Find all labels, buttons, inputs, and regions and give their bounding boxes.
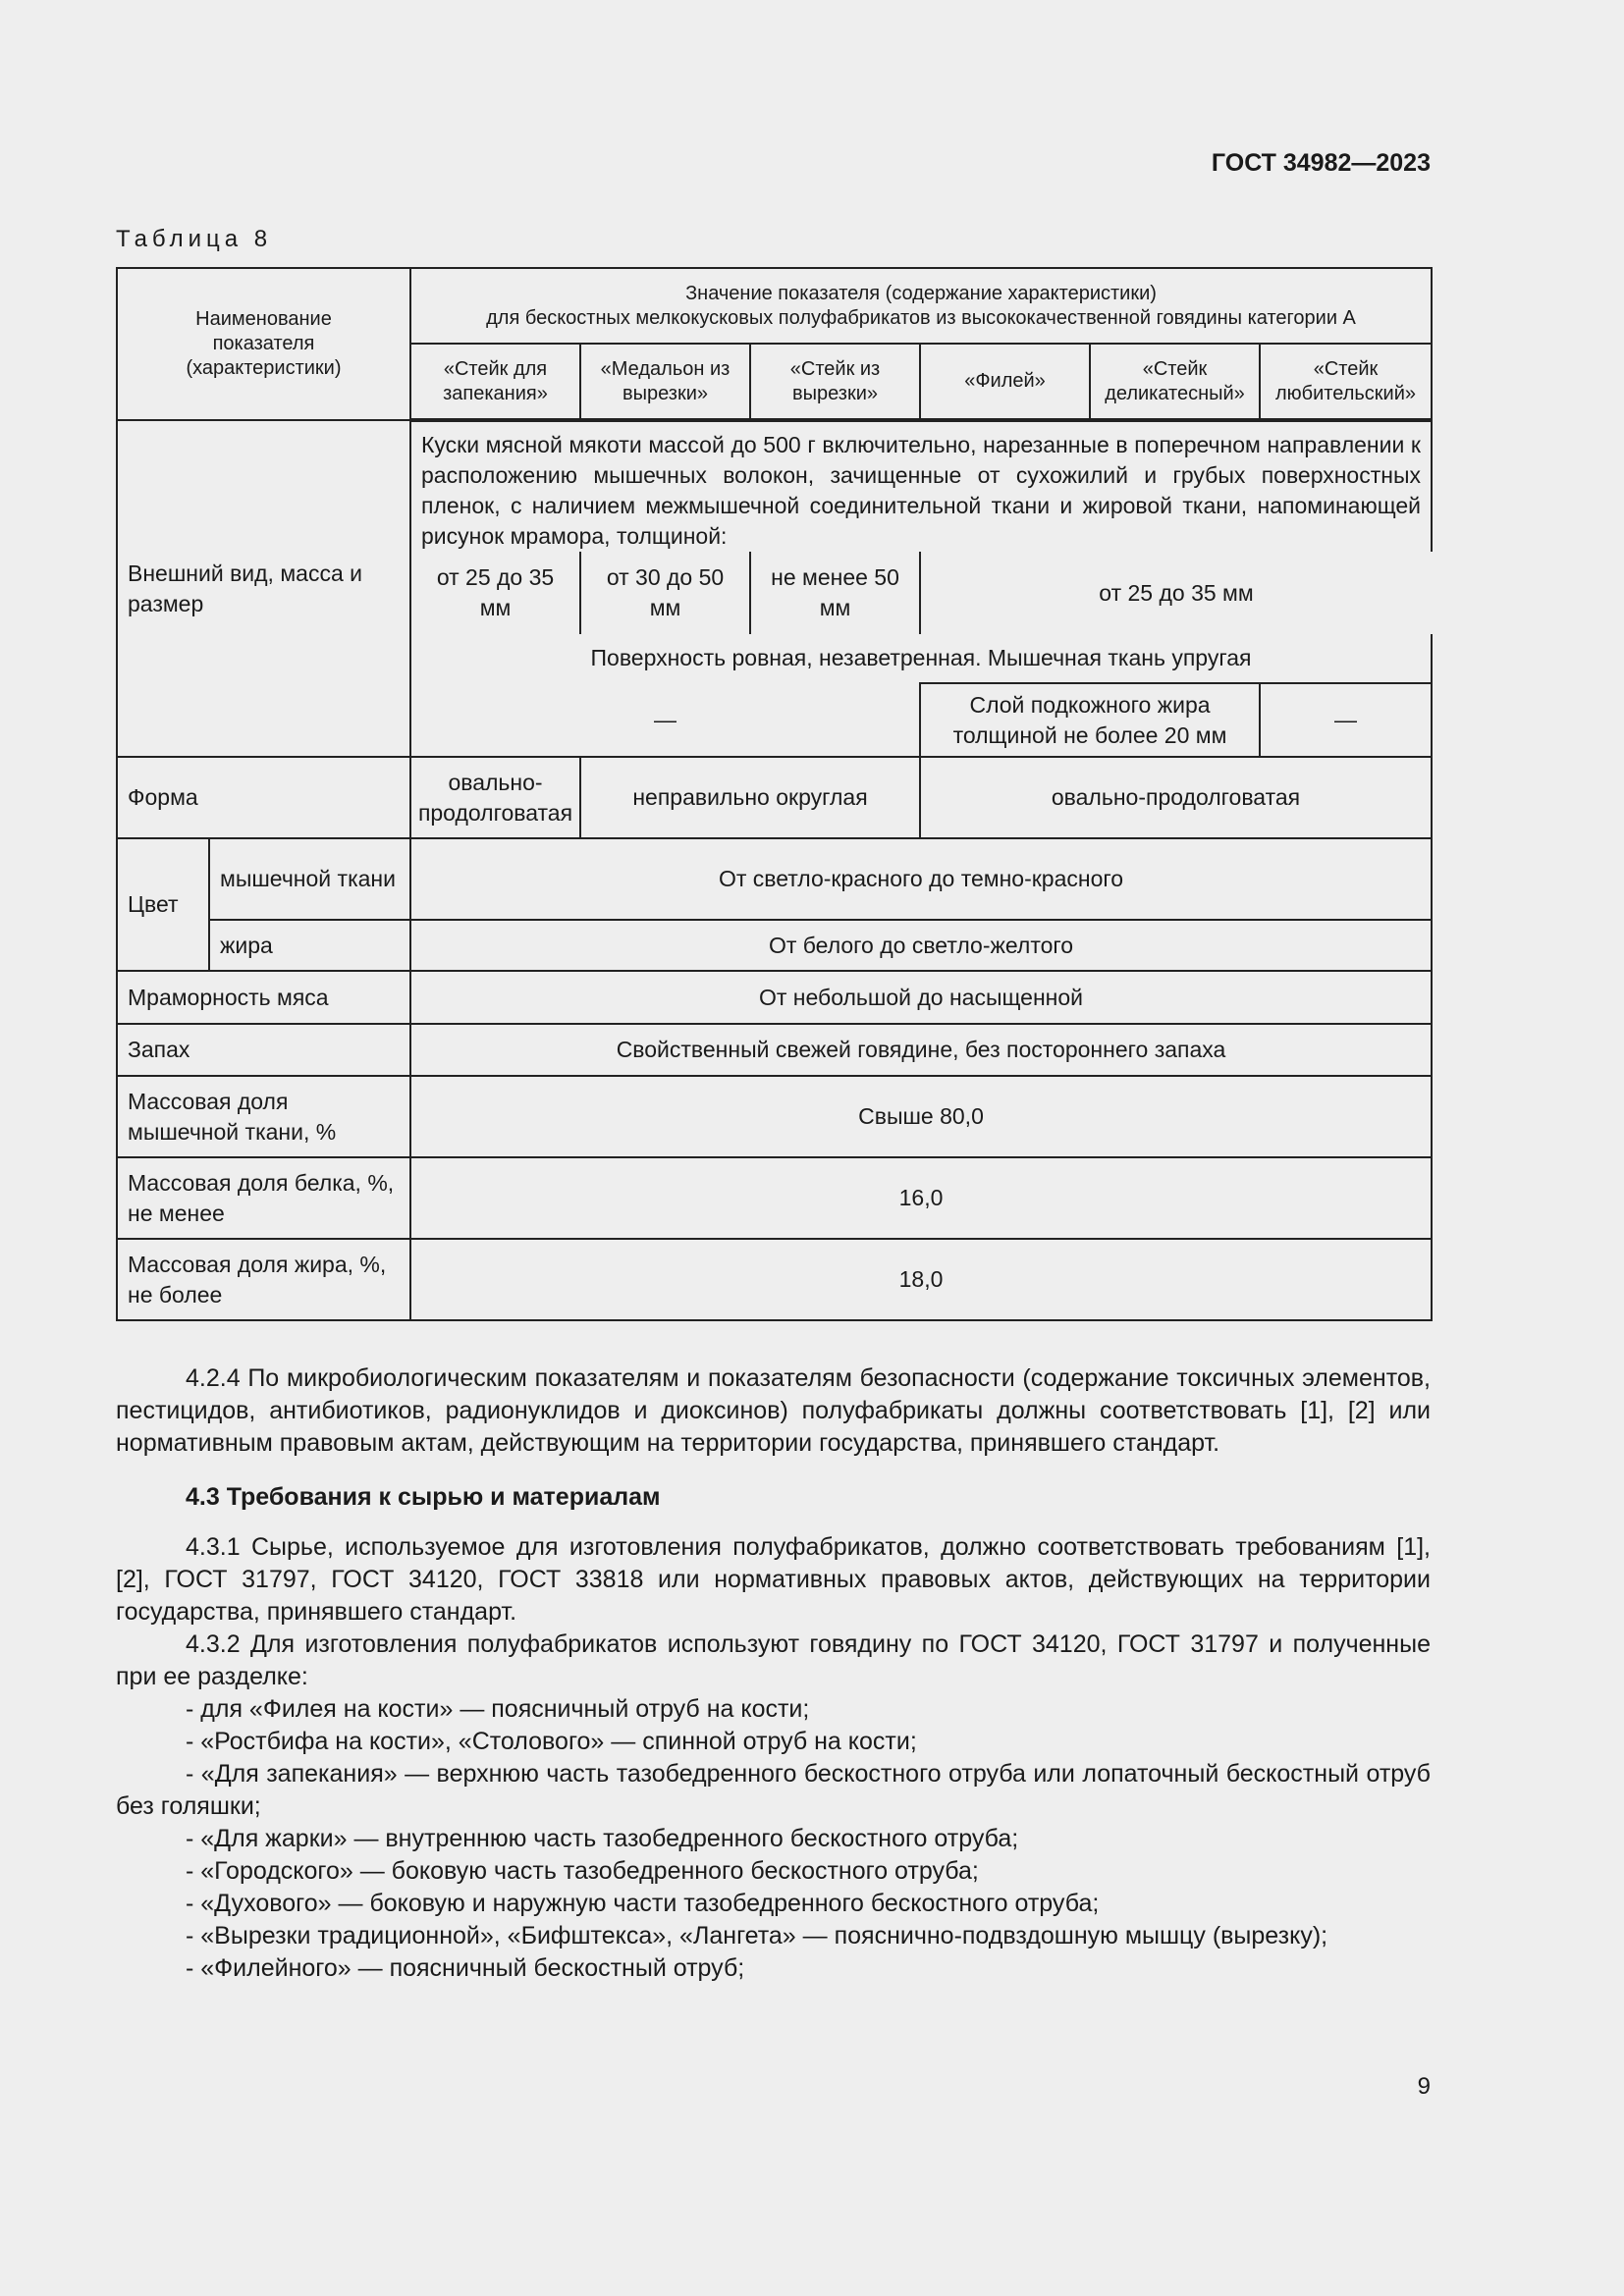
row-label-protein-share: Массовая доля белка, %, не менее (117, 1157, 410, 1239)
color-muscle-label: мышечной ткани (209, 838, 410, 920)
page-number: 9 (1417, 2073, 1431, 2100)
list-item: - «Вырезки традиционной», «Бифштекса», «Лангета» — пояснично-подвздошную мышцу (вырезку); (186, 1922, 1328, 1949)
row-label-appearance: Внешний вид, масса и размер (117, 420, 410, 757)
product-col-0: «Стейк для запекания» (410, 344, 580, 420)
list-item: - «Для жарки» — внутреннюю часть тазобедренного бескостного отруба; (186, 1825, 1019, 1852)
fat-layer-dash-2: — (1260, 683, 1432, 757)
value-header-line-2: для бескостных мелкокусковых полуфабрикатов из высококачественной говядины категории А (486, 306, 1356, 329)
paragraph-4-2-4: 4.2.4 По микробиологическим показателям и показателям безопасности (содержание токсичных элементов, пестицидов, антибиотиков, радионуклидов и диоксинов) полуфабрикаты должны соответствовать [1], [2] или нормативным правовым актам, действующим на территории государства, принявшего стандарт. (116, 1364, 1431, 1457)
column-header-indicator: Наименование показателя (характеристики) (117, 268, 410, 420)
muscle-share-value: Свыше 80,0 (410, 1076, 1432, 1157)
appearance-description: Куски мясной мякоти массой до 500 г включительно, нарезанные в поперечном направлении к расположению мышечных волокон, зачищенные от сухожилий и грубых поверхностных пленок, с наличием межмышечной соединительной ткани и жировой ткани, напоминающей рисунок мрамора, толщиной: (410, 420, 1432, 552)
list-item: - «Ростбифа на кости», «Столового» — спинной отруб на кости; (186, 1728, 917, 1755)
marbling-value: От небольшой до насыщенной (410, 971, 1432, 1024)
row-label-muscle-share: Массовая доля мышечной ткани, % (117, 1076, 410, 1157)
list-item: - «Филейного» — поясничный бескостный отруб; (186, 1954, 745, 1982)
document-number: ГОСТ 34982—2023 (1211, 149, 1431, 177)
requirements-table (116, 267, 1433, 1321)
list-item: - «Для запекания» — верхнюю часть тазобедренного бескостного отруба или лопаточный бескостный отруб без голяшки; (116, 1760, 1431, 1820)
surface-description: Поверхность ровная, незаветренная. Мышечная ткань упругая (410, 634, 1432, 683)
body-text (116, 1362, 1431, 1985)
smell-value: Свойственный свежей говядине, без постороннего запаха (410, 1024, 1432, 1076)
paragraph-4-3-1: 4.3.1 Сырье, используемое для изготовления полуфабрикатов, должно соответствовать требованиям [1], [2], ГОСТ 31797, ГОСТ 34120, ГОСТ 33818 или нормативных правовых актов, действующих на территории государства, принявшего стандарт. (116, 1533, 1431, 1626)
thickness-3: от 25 до 35 мм (920, 552, 1432, 634)
thickness-2: не менее 50 мм (750, 552, 920, 634)
thickness-0: от 25 до 35 мм (410, 552, 580, 634)
row-label-color: Цвет (117, 838, 209, 971)
thickness-1: от 30 до 50 мм (580, 552, 750, 634)
product-col-3: «Филей» (920, 344, 1090, 420)
shape-value-2: овально-продолговатая (920, 757, 1432, 838)
column-header-value (410, 268, 1432, 344)
value-header-line-1: Значение показателя (содержание характеристики) (685, 282, 1157, 304)
product-col-1: «Медальон из вырезки» (580, 344, 750, 420)
section-heading-4-3: 4.3 Требования к сырью и материалам (186, 1483, 661, 1511)
fat-layer-text: Слой подкожного жира толщиной не более 20 мм (920, 683, 1260, 757)
list-item: - «Духового» — боковую и наружную части тазобедренного бескостного отруба; (186, 1890, 1100, 1917)
color-fat-value: От белого до светло-желтого (410, 920, 1432, 971)
table-caption: Таблица 8 (116, 226, 273, 252)
shape-value-0: овально-продолговатая (410, 757, 580, 838)
color-fat-label: жира (209, 920, 410, 971)
product-col-4: «Стейк деликатесный» (1090, 344, 1260, 420)
protein-share-value: 16,0 (410, 1157, 1432, 1239)
color-muscle-value: От светло-красного до темно-красного (410, 838, 1432, 920)
paragraph-4-3-2: 4.3.2 Для изготовления полуфабрикатов используют говядину по ГОСТ 34120, ГОСТ 31797 и полученные при ее разделке: (116, 1630, 1431, 1690)
list-item: - для «Филея на кости» — поясничный отруб на кости; (186, 1695, 810, 1723)
fat-layer-dash-1: — (410, 683, 920, 757)
row-label-shape: Форма (117, 757, 410, 838)
row-label-marbling: Мраморность мяса (117, 971, 410, 1024)
list-item: - «Городского» — боковую часть тазобедренного бескостного отруба; (186, 1857, 979, 1885)
row-label-smell: Запах (117, 1024, 410, 1076)
product-col-2: «Стейк из вырезки» (750, 344, 920, 420)
shape-value-1: неправильно округлая (580, 757, 920, 838)
product-col-5: «Стейк любительский» (1260, 344, 1432, 420)
row-label-fat-share: Массовая доля жира, %, не более (117, 1239, 410, 1320)
fat-share-value: 18,0 (410, 1239, 1432, 1320)
